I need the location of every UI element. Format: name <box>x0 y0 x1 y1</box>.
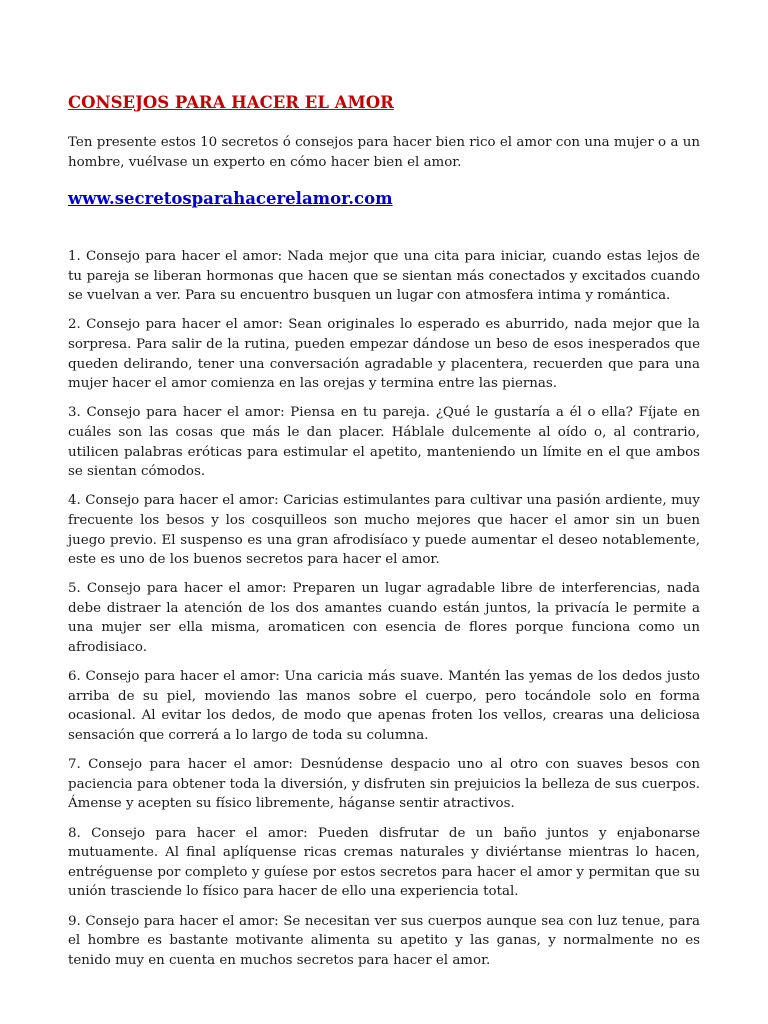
tip-paragraph-1: 1. Consejo para hacer el amor: Nada mejor que una cita para iniciar, cuando estas lejos de tu pareja se liberan hormonas que hacen que se sientan más conectados y excitados cuando se vuelvan a ver. Para su encuentro busquen un lugar con atmosfera intima y romántica. <box>68 249 700 304</box>
tips-list <box>68 247 700 970</box>
intro-paragraph: Ten presente estos 10 secretos ó consejos para hacer bien rico el amor con una mujer o a un hombre, vuélvase un experto en cómo hacer bien el amor. <box>68 135 700 170</box>
tip-paragraph-3: 3. Consejo para hacer el amor: Piensa en tu pareja. ¿Qué le gustaría a él o ella? Fíjate en cuáles son las cosas que más le dan placer. Háblale dulcemente al oído o, al contrario, utilicen palabras eróticas para estimular el apetito, manteniendo un límite en el que ambos se sientan cómodos. <box>68 405 700 480</box>
tip-paragraph-2: 2. Consejo para hacer el amor: Sean originales lo esperado es aburrido, nada mejor que la sorpresa. Para salir de la rutina, pueden empezar dándose un beso de esos inesperados que queden delirando, tener una conversación agradable y placentera, recuerden que para una mujer hacer el amor comienza en las orejas y termina entre las piernas. <box>68 317 700 392</box>
tip-paragraph-8: 8. Consejo para hacer el amor: Pueden disfrutar de un baño juntos y enjabonarse mutuamente. Al final aplíquense ricas cremas naturales y diviértanse mientras lo hacen, entréguense por completo y guíese por estos secretos para hacer el amor y permitan que su unión trasciende lo físico para hacer de ello una experiencia total. <box>68 825 700 900</box>
tip-paragraph-5: 5. Consejo para hacer el amor: Preparen un lugar agradable libre de interferencias, nada debe distraer la atención de los dos amantes cuando están juntos, la privacía le permite a una mujer ser ella misma, aromaticen con esencia de flores porque funciona como un afrodisiaco. <box>68 581 700 656</box>
tip-paragraph-9: 9. Consejo para hacer el amor: Se necesitan ver sus cuerpos aunque sea con luz tenue, para el hombre es bastante motivante alimenta su apetito y las ganas, y normalmente no es tenido muy en cuenta en muchos secretos para hacer el amor. <box>68 913 700 968</box>
website-link[interactable]: www.secretosparahacerelamor.com <box>68 189 393 208</box>
tip-paragraph-6: 6. Consejo para hacer el amor: Una caricia más suave. Mantén las yemas de los dedos justo arriba de su piel, moviendo las manos sobre el cuerpo, pero tocándole solo en forma ocasional. Al evitar los dedos, de modo que apenas froten los vellos, crearas una deliciosa sensación que correrá a lo largo de toda su columna. <box>68 669 700 744</box>
document-page <box>68 92 700 980</box>
document-title: CONSEJOS PARA HACER EL AMOR <box>68 93 394 112</box>
tip-paragraph-7: 7. Consejo para hacer el amor: Desnúdense despacio uno al otro con suaves besos con paciencia para obtener toda la diversión, y disfruten sin prejuicios la belleza de sus cuerpos. Ámense y acepten su físico libremente, háganse sentir atractivos. <box>68 757 700 812</box>
tip-paragraph-4: 4. Consejo para hacer el amor: Caricias estimulantes para cultivar una pasión ardiente, muy frecuente los besos y los cosquilleos son mucho mejores que hacer el amor sin un buen juego previo. El suspenso es una gran afrodisíaco y puede aumentar el deseo notablemente, este es uno de los buenos secretos para hacer el amor. <box>68 493 700 568</box>
